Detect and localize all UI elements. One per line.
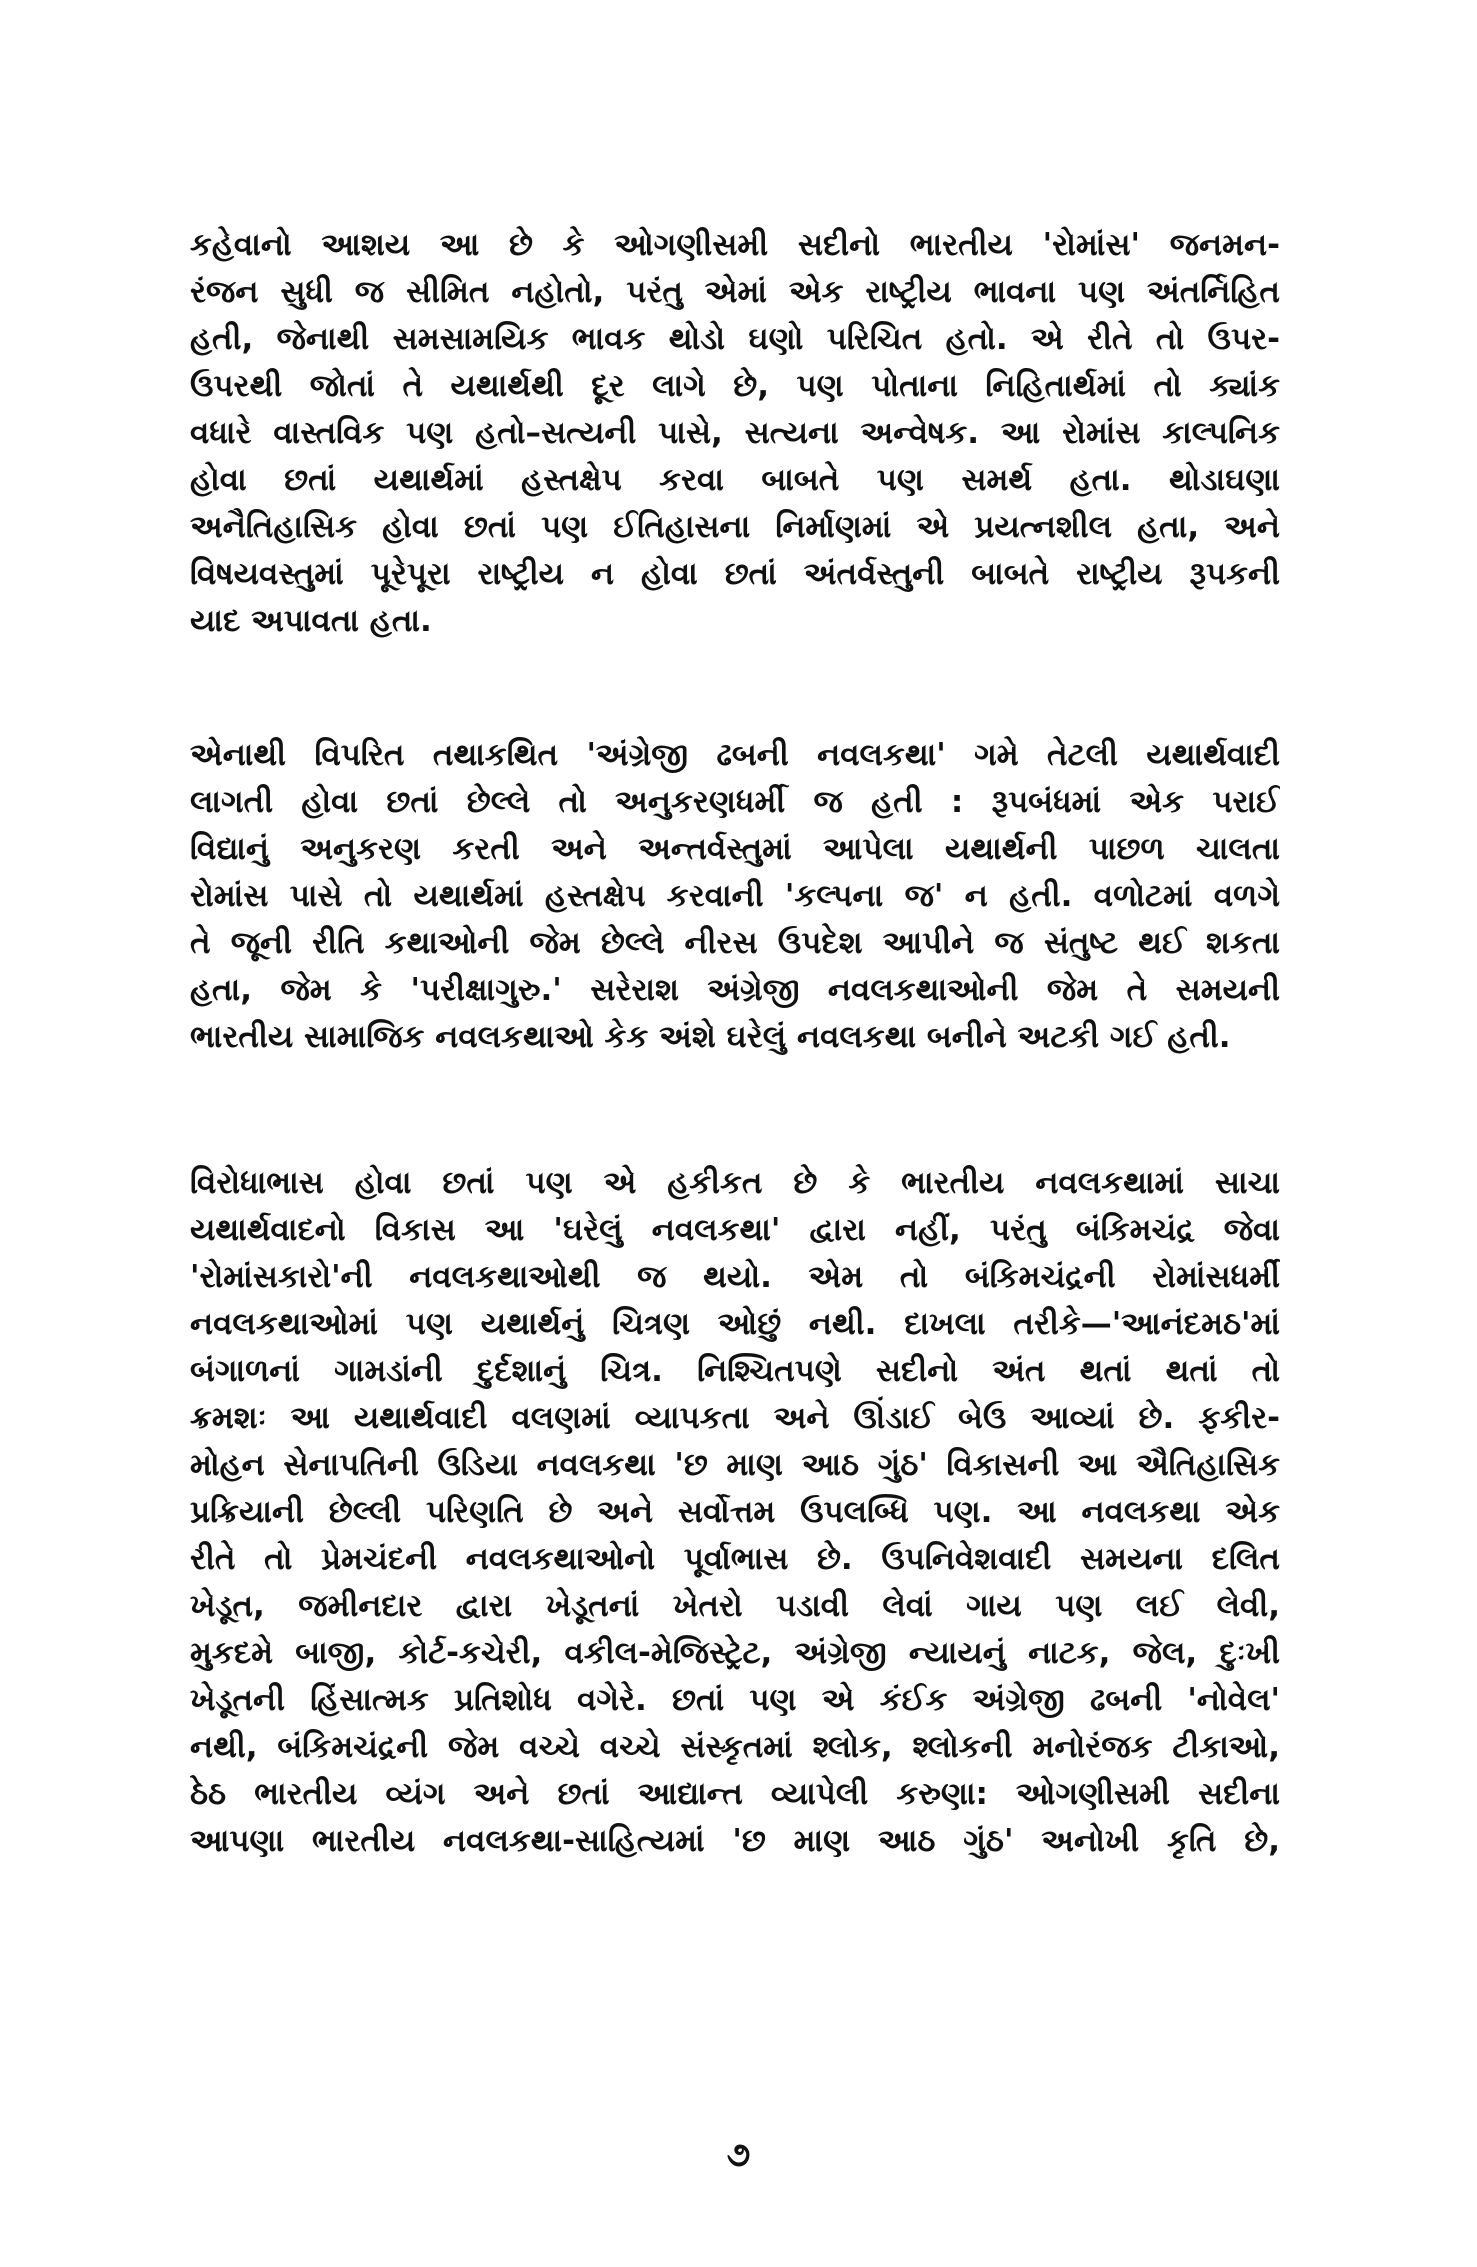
text-line: કહેવાનો આશય આ છે કે ઓગણીસમી સદીનો ભારતીય 'રોમાંસ' જનમન- bbox=[190, 227, 1280, 263]
text-line: અનૈતિહાસિક હોવા છતાં પણ ઈતિહાસના નિર્માણમાં એ પ્રયત્નશીલ હતા, અને bbox=[190, 509, 1280, 545]
text-line: હતી, જેનાથી સમસામયિક ભાવક થોડો ઘણો પરિચિત હતો. એ રીતે તો ઉપર- bbox=[190, 321, 1280, 357]
text-line: વિરોધાભાસ હોવા છતાં પણ એ હકીકત છે કે ભારતીય નવલકથામાં સાચા bbox=[190, 1165, 1280, 1201]
text-line: તે જૂની રીતિ કથાઓની જેમ છેલ્લે નીરસ ઉપદેશ આપીને જ સંતુષ્ટ થઈ શકતા bbox=[190, 925, 1280, 961]
text-line: ઉપરથી જોતાં તે યથાર્થથી દૂર લાગે છે, પણ પોતાના નિહિતાર્થમાં તો ક્યાંક bbox=[190, 368, 1280, 404]
paragraph-1 bbox=[190, 222, 1280, 645]
text-line: ભારતીય સામાજિક નવલકથાઓ કેક અંશે ઘરેલું નવલકથા બનીને અટકી ગઈ હતી. bbox=[190, 1019, 1231, 1055]
text-line: યથાર્થવાદનો વિકાસ આ 'ઘરેલું નવલકથા' દ્વારા નહીં, પરંતુ બંકિમચંદ્ર જેવા bbox=[190, 1212, 1280, 1248]
text-line: નવલકથાઓમાં પણ યથાર્થનું ચિત્રણ ઓછું નથી. દાખલા તરીકે—'આનંદમઠ'માં bbox=[190, 1306, 1280, 1342]
text-line: બંગાળનાં ગામડાંની દુર્દશાનું ચિત્ર. નિશ્ચિતપણે સદીનો અંત થતાં થતાં તો bbox=[190, 1353, 1280, 1389]
text-line: હોવા છતાં યથાર્થમાં હસ્તક્ષેપ કરવા બાબતે પણ સમર્થ હતા. થોડાઘણા bbox=[190, 462, 1280, 498]
text-line: મોહન સેનાપતિની ઉડિયા નવલકથા 'છ માણ આઠ ગુંઠ' વિકાસની આ ઐતિહાસિક bbox=[190, 1447, 1280, 1483]
text-line: યાદ અપાવતા હતા. bbox=[190, 603, 432, 639]
text-line: નથી, બંકિમચંદ્રની જેમ વચ્ચે વચ્ચે સંસ્કૃતમાં શ્લોક, શ્લોકની મનોરંજક ટીકાઓ, bbox=[190, 1729, 1280, 1765]
text-line: એનાથી વિપરિત તથાકથિત 'અંગ્રેજી ઢબની નવલકથા' ગમે તેટલી યથાર્થવાદી bbox=[190, 737, 1280, 773]
text-line: 'રોમાંસકારો'ની નવલકથાઓથી જ થયો. એમ તો બંકિમચંદ્રની રોમાંસધર્મી bbox=[190, 1259, 1280, 1295]
text-line: ક્રમશઃ આ યથાર્થવાદી વલણમાં વ્યાપકતા અને ઊંડાઈ બેઉ આવ્યાં છે. ફકીર- bbox=[190, 1400, 1280, 1436]
text-line: ખેડૂત, જમીનદાર દ્વારા ખેડૂતનાં ખેતરો પડાવી લેવાં ગાય પણ લઈ લેવી, bbox=[190, 1588, 1280, 1624]
text-line: રીતે તો પ્રેમચંદની નવલકથાઓનો પૂર્વાભાસ છે. ઉપનિવેશવાદી સમયના દલિત bbox=[190, 1541, 1280, 1577]
text-line: ખેડૂતની હિંસાત્મક પ્રતિશોધ વગેરે. છતાં પણ એ કંઈક અંગ્રેજી ઢબની 'નોવેલ' bbox=[190, 1682, 1280, 1718]
text-line: રોમાંસ પાસે તો યથાર્થમાં હસ્તક્ષેપ કરવાની 'કલ્પના જ' ન હતી. વળોટમાં વળગે bbox=[190, 878, 1280, 914]
text-line: મુકદમે બાજી, કોર્ટ-કચેરી, વકીલ-મેજિસ્ટ્રેટ, અંગ્રેજી ન્યાયનું નાટક, જેલ, દુઃખી bbox=[190, 1635, 1280, 1671]
text-line: લાગતી હોવા છતાં છેલ્લે તો અનુકરણધર્મી જ હતી : રૂપબંધમાં એક પરાઈ bbox=[190, 784, 1280, 820]
text-line: વિષયવસ્તુમાં પૂરેપૂરા રાષ્ટ્રીય ન હોવા છતાં અંતર્વસ્તુની બાબતે રાષ્ટ્રીય રૂપકની bbox=[190, 556, 1280, 592]
paragraph-2 bbox=[190, 732, 1280, 1061]
text-line: વધારે વાસ્તવિક પણ હતો–સત્યની પાસે, સત્યના અન્વેષક. આ રોમાંસ કાલ્પનિક bbox=[190, 415, 1280, 451]
text-line: ઠેઠ ભારતીય વ્યંગ અને છતાં આદ્યાન્ત વ્યાપેલી કરુણા: ઓગણીસમી સદીના bbox=[190, 1776, 1280, 1812]
text-line: વિદ્યાનું અનુકરણ કરતી અને અન્તર્વસ્તુમાં આપેલા યથાર્થની પાછળ ચાલતા bbox=[190, 831, 1280, 867]
text-line: રંજન સુધી જ સીમિત નહોતો, પરંતુ એમાં એક રાષ્ટ્રીય ભાવના પણ અંતર્નિહિત bbox=[190, 274, 1280, 310]
text-line: હતા, જેમ કે 'પરીક્ષાગુરુ.' સરેરાશ અંગ્રેજી નવલકથાઓની જેમ તે સમયની bbox=[190, 972, 1280, 1008]
text-line: પ્રક્રિયાની છેલ્લી પરિણતિ છે અને સર્વોત્તમ ઉપલબ્ધિ પણ. આ નવલકથા એક bbox=[190, 1494, 1280, 1530]
text-line: આપણા ભારતીય નવલકથા-સાહિત્યમાં 'છ માણ આઠ ગુંઠ' અનોખી કૃતિ છે, bbox=[190, 1823, 1280, 1859]
paragraph-3 bbox=[190, 1160, 1280, 1865]
page-number: ૭ bbox=[726, 2135, 751, 2175]
